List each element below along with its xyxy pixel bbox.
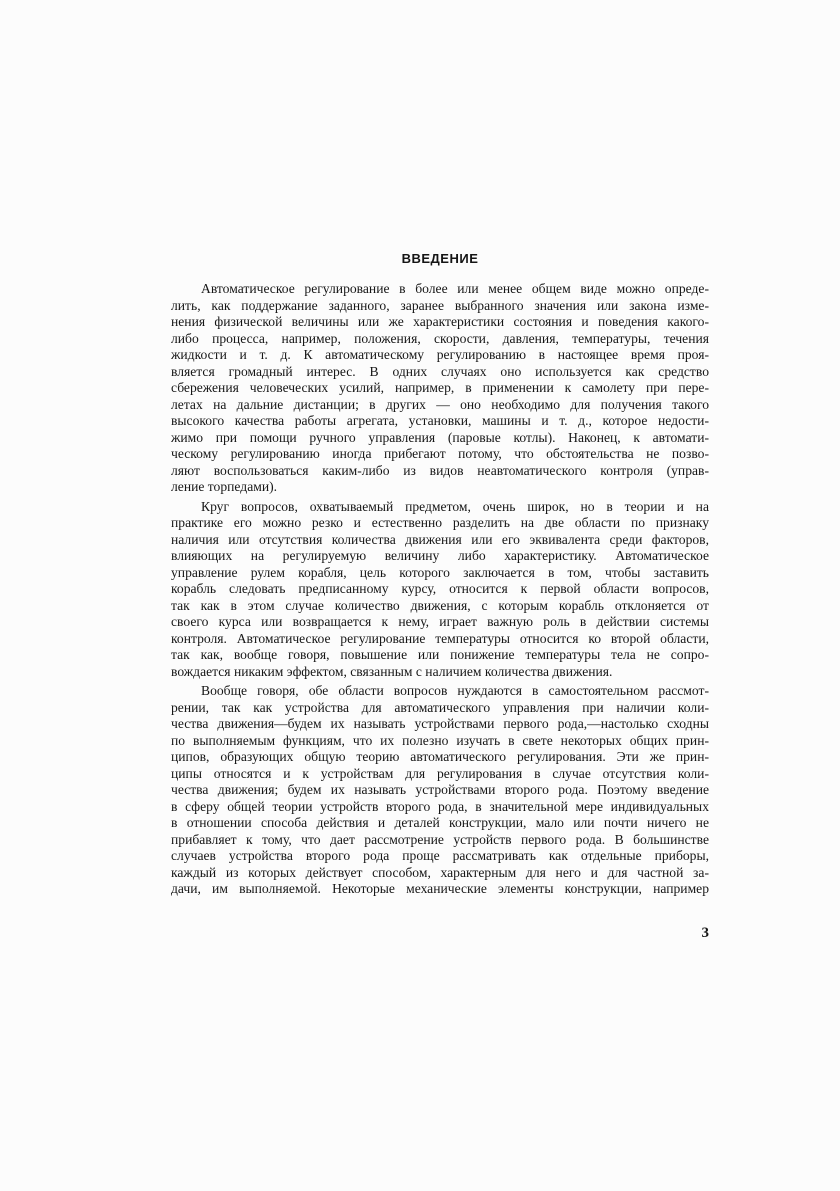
text-line: случаев устройства второго рода проще рассматривать как отдельные приборы, <box>171 848 709 863</box>
text-line: по выполняемым функциям, что их полезно изучать в свете некоторых общих прин- <box>171 732 709 748</box>
text-line: в отношении способа действия и деталей конструкции, мало или почти ничего не <box>171 815 709 830</box>
text-line: своего курса или возвращается к нему, играет важную роль в действии системы <box>171 614 709 629</box>
paragraph <box>171 281 709 496</box>
text-line: вождается никаким эффектом, связанным с наличием количества движения. <box>171 663 613 679</box>
text-line: Автоматическое регулирование в более или менее общем виде можно опреде- <box>201 281 709 296</box>
text-line: чества движения; будем их называть устройствами второго рода. Поэтому введение <box>171 782 709 797</box>
text-line: ление торпедами). <box>171 479 278 494</box>
text-line: летах на дальние дистанции; в других — оно необходимо для получения такого <box>171 396 709 412</box>
text-line: контроля. Автоматическое регулирование температуры относится ко второй области, <box>171 630 709 646</box>
text-line: рении, так как устройства для автоматического управления при наличии коли- <box>171 699 709 715</box>
paragraph <box>171 499 709 681</box>
text-line: сбережения человеческих усилий, например, в применении к самолету при пере- <box>171 380 709 395</box>
page-title: ВВЕДЕНИЕ <box>401 251 479 266</box>
text-line: каждый из которых действует способом, характерным для него и для частной за- <box>171 864 709 880</box>
text-line: Вообще говоря, обе области вопросов нуждаются в самостоятельном рассмот- <box>201 683 709 698</box>
text-line: ческому регулированию иногда прибегают потому, что обстоятельства не позво- <box>171 446 709 461</box>
text-line: корабль следовать предписанному курсу, относится к первой области вопросов, <box>171 581 709 596</box>
text-line: нения физической величины или же характеристики состояния и поведения какого- <box>171 314 709 329</box>
text-line: чества движения—будем их называть устройствами первого рода,—настолько сходны <box>171 716 709 731</box>
text-line: жидкости и т. д. К автоматическому регулированию в настоящее время проя- <box>171 347 709 362</box>
text-line: управление рулем корабля, цель которого заключается в том, чтобы заставить <box>171 564 709 580</box>
text-line: практике его можно резко и естественно разделить на две области по признаку <box>171 515 709 530</box>
paragraph <box>171 683 709 898</box>
text-line: вляется громадный интерес. В одних случаях оно используется как средство <box>171 363 709 379</box>
text-line: так как в этом случае количество движения, с которым корабль отклоняется от <box>171 597 709 613</box>
text-line: влияющих на регулируемую величину либо характеристику. Автоматическое <box>171 548 709 563</box>
body-text <box>171 281 709 898</box>
text-line: в сферу общей теории устройств второго рода, в значительной мере индивидуальных <box>171 798 709 814</box>
text-line: ципов, образующих общую теорию автоматического регулирования. Эти же прин- <box>171 749 709 764</box>
text-line: наличия или отсутствия количества движения или его эквивалента среди факторов, <box>171 531 709 547</box>
text-line: ляют воспользоваться каким-либо из видов неавтоматического контроля (управ- <box>171 462 709 478</box>
page-number: 3 <box>701 925 709 941</box>
text-line: лить, как поддержание заданного, заранее выбранного значения или закона изме- <box>171 297 709 313</box>
text-line: дачи, им выполняемой. Некоторые механические элементы конструкции, например <box>171 881 709 896</box>
text-line: Круг вопросов, охватываемый предметом, очень широк, но в теории и на <box>201 498 709 514</box>
text-line: либо процесса, например, положения, скорости, давления, температуры, течения <box>171 330 709 346</box>
text-line: жимо при помощи ручного управления (паровые котлы). Наконец, к автомати- <box>171 429 709 445</box>
text-line: высокого качества работы агрегата, установки, машины и т. д., которое недости- <box>171 413 709 428</box>
text-line: прибавляет к тому, что дает рассмотрение устройств первого рода. В большинстве <box>171 831 709 847</box>
text-line: ципы относятся и к устройствам для регулирования в случае отсутствия коли- <box>171 765 709 781</box>
text-line: так как, вообще говоря, повышение или понижение температуры тела не сопро- <box>171 647 709 662</box>
